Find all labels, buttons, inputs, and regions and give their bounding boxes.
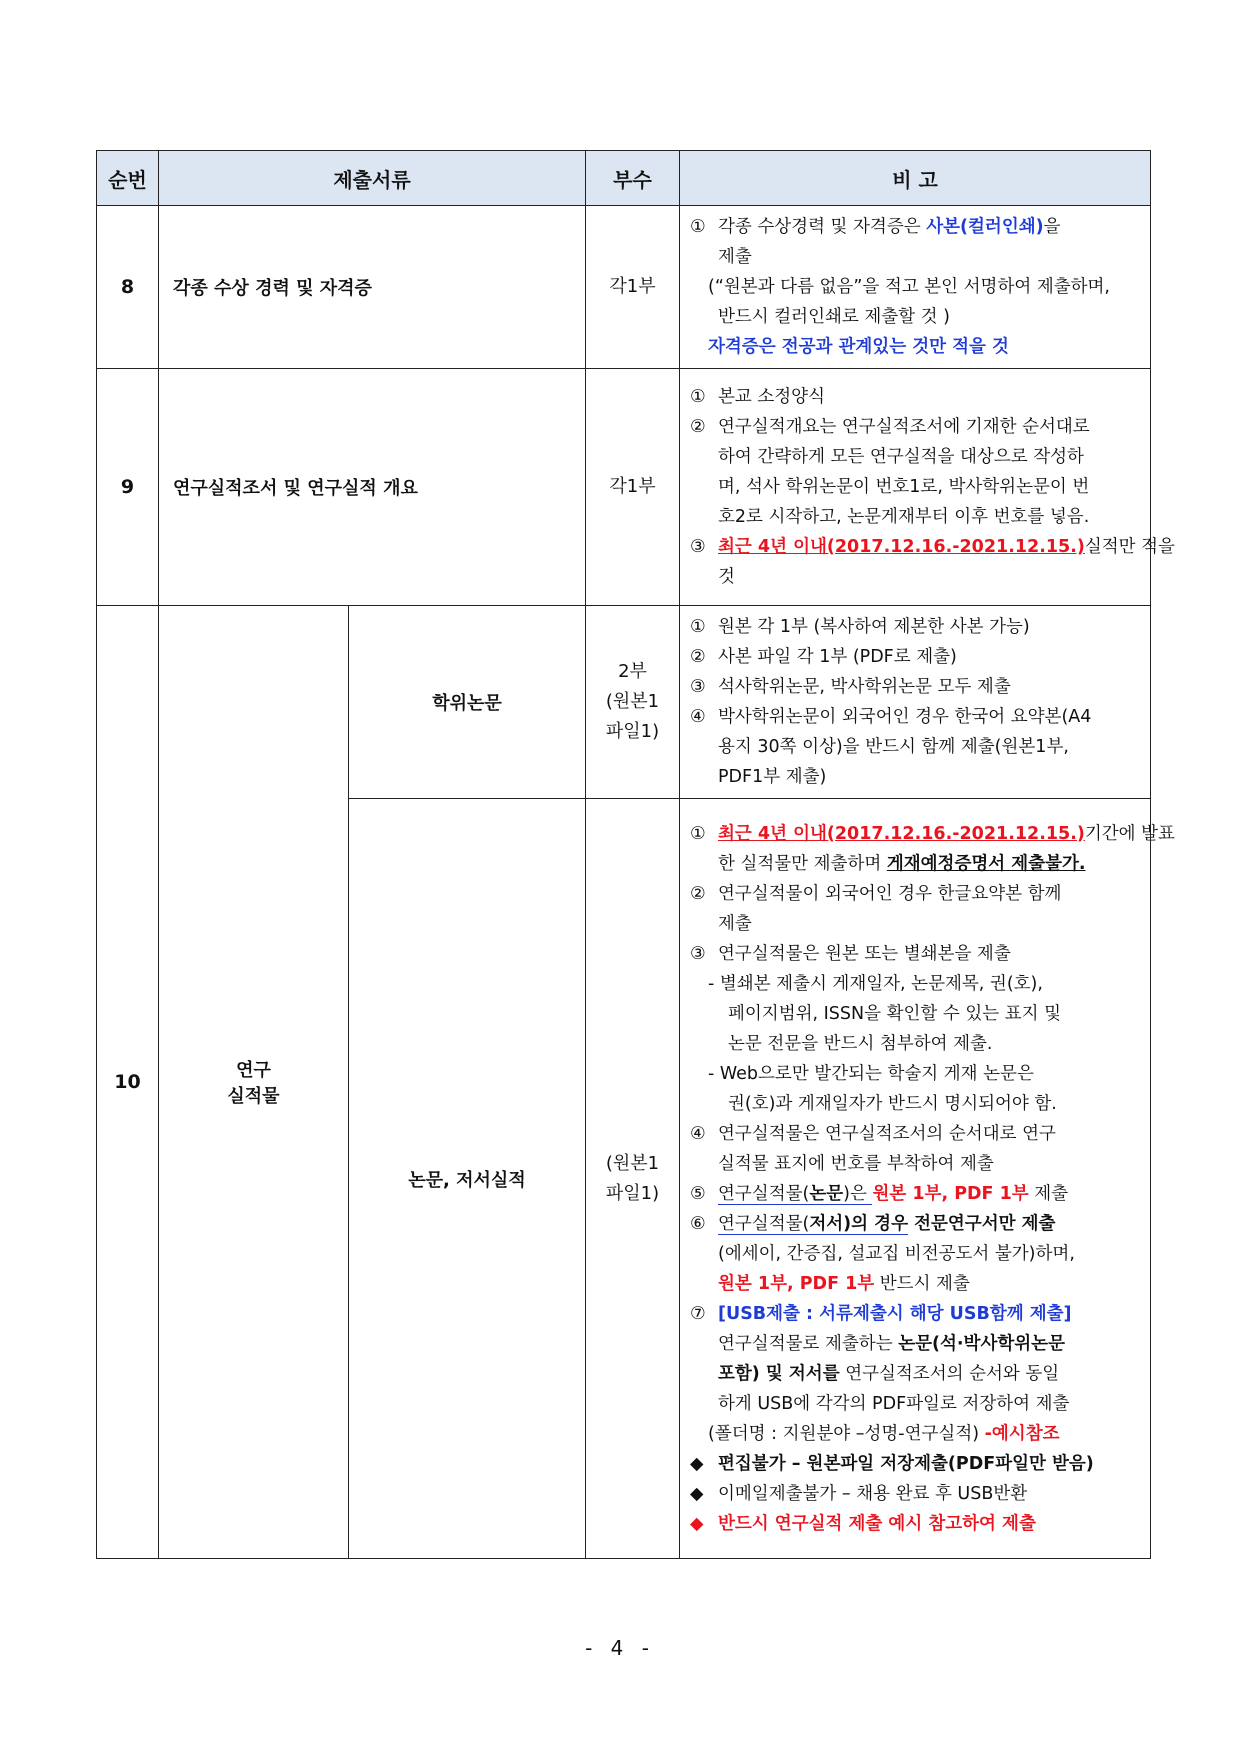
row10-papers-quantity: (원본1 파일1) xyxy=(586,799,680,1559)
row8-document: 각종 수상 경력 및 자격증 xyxy=(159,206,586,369)
row10-thesis-quantity: 2부 (원본1 파일1) xyxy=(586,606,680,799)
row8-number: 8 xyxy=(97,206,159,369)
header-quantity: 부수 xyxy=(586,151,680,206)
table-row xyxy=(97,369,1151,606)
row10-thesis-label: 학위논문 xyxy=(349,606,586,799)
table-header-row xyxy=(97,151,1151,206)
submission-documents-table xyxy=(96,150,1175,1559)
table-row xyxy=(97,206,1151,369)
row8-note: ① 각종 수상경력 및 자격증은 사본(컬러인쇄)을 제출 (“원본과 다름 없음”을 적고 본인 서명하여 제출하며, 반드시 컬러인쇄로 제출할 것 ) 자격증은 전공과 관계있는 것만 적을 것 xyxy=(680,206,1151,369)
header-documents: 제출서류 xyxy=(159,151,586,206)
header-note: 비 고 xyxy=(680,151,1151,206)
diamond-icon: ◆ xyxy=(690,1513,704,1534)
row10-papers-label: 논문, 저서실적 xyxy=(349,799,586,1559)
diamond-icon: ◆ xyxy=(690,1453,704,1474)
table-row xyxy=(97,606,1151,799)
row9-quantity: 각1부 xyxy=(586,369,680,606)
row10-number: 10 xyxy=(97,606,159,1559)
page-number: - 4 - xyxy=(585,1636,655,1660)
row9-document: 연구실적조서 및 연구실적 개요 xyxy=(159,369,586,606)
row9-number: 9 xyxy=(97,369,159,606)
row10-document: 연구 실적물 xyxy=(159,606,349,1559)
diamond-icon: ◆ xyxy=(690,1483,704,1504)
row10-papers-note: ① 최근 4년 이내(2017.12.16.-2021.12.15.)기간에 발표 한 실적물만 제출하며 게재예정증명서 제출불가. ② 연구실적물이 외국어인 경우 한글요약본 함께 제출 ③ 연구실적물은 원본 또는 별쇄본을 제출 - 별쇄본 제출시 게재일자, 논문제목, 권(호), 페이지범위, ISSN을 확인할 수 있는 표지 및 논문 전문을 반드시 첨부하여 제출. - Web으로만 발간되는 학술지 게재 논문은 권(호)과 게재일자가 반드시 명시되어야 함. ④ 연구실적물은 연구실적조서의 순서대로 연구 실적물 표지에 번호를 부착하여 제출 ⑤ 연구실적물(논문)은 원본 1부, PDF 1부 제출 ⑥ 연구실적물(저서)의 경우 전문연구서만 제출 (에세이, 간증집, 설교집 비전공도서 불가)하며, 원본 1부, PDF 1부 반드시 제출 ⑦ [USB제출 : 서류제출시 해당 USB함께 제출] 연구실적물로 제출하는 논문(석·박사학위논문 포함) 및 저서를 연구실적조서의 순서와 동일 하게 USB에 각각의 PDF파일로 저장하여 제출 (폴더명 : 지원분야 –성명-연구실적) -예시참조 ◆ 편집불가 – 원본파일 저장제출(PDF파일만 받음) ◆ 이메일제출불가 – 채용 완료 후 USB반환 ◆ 반드시 연구실적 제출 예시 참고하여 제출 xyxy=(680,799,1151,1559)
row9-note: ① 본교 소정양식 ② 연구실적개요는 연구실적조서에 기재한 순서대로 하여 간략하게 모든 연구실적을 대상으로 작성하 며, 석사 학위논문이 번호1로, 박사학위논문이 번 호2로 시작하고, 논문게재부터 이후 번호를 넣음. ③ 최근 4년 이내(2017.12.16.-2021.12.15.)실적만 적을 것 xyxy=(680,369,1151,606)
row8-quantity: 각1부 xyxy=(586,206,680,369)
header-number: 순번 xyxy=(97,151,159,206)
row10-thesis-note: ① 원본 각 1부 (복사하여 제본한 사본 가능) ② 사본 파일 각 1부 (PDF로 제출) ③ 석사학위논문, 박사학위논문 모두 제출 ④ 박사학위논문이 외국어인 경우 한국어 요약본(A4 용지 30쪽 이상)을 반드시 함께 제출(원본1부, PDF1부 제출) xyxy=(680,606,1151,799)
